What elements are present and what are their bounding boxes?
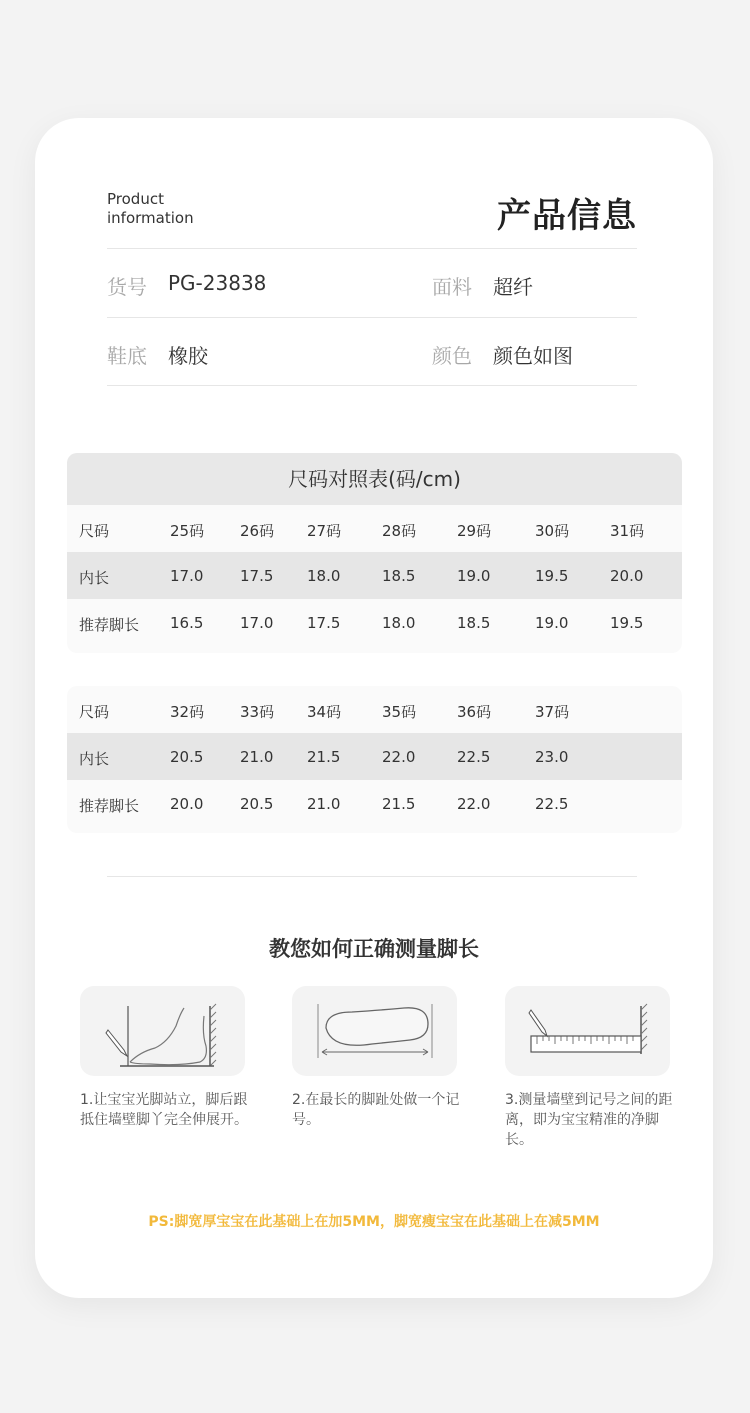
row-header: 推荐脚长 xyxy=(79,616,140,634)
product-info-header xyxy=(107,188,637,248)
section-divider xyxy=(107,876,637,877)
table-cell: 33码 xyxy=(240,703,275,721)
measure-step-3-text: 3.测量墙壁到记号之间的距离，即为宝宝精准的净脚长。 xyxy=(505,1092,673,1148)
table-cell: 18.0 xyxy=(382,614,416,632)
table-cell: 20.0 xyxy=(170,795,204,813)
table-row-size xyxy=(67,505,682,552)
table-cell: 28码 xyxy=(382,522,417,540)
table-cell: 17.5 xyxy=(240,567,274,585)
size-chart-title: 尺码对照表(码/cm) xyxy=(67,453,682,505)
table-row-size xyxy=(67,686,682,733)
table-cell: 20.5 xyxy=(240,795,274,813)
row-header: 内长 xyxy=(79,569,110,587)
foot-against-wall-icon xyxy=(80,986,245,1076)
footprint-outline-icon xyxy=(292,986,457,1076)
info-row xyxy=(107,248,637,317)
table-row-foot-length xyxy=(67,599,682,646)
table-cell: 22.0 xyxy=(382,748,416,766)
table-row-inner-length xyxy=(67,733,682,780)
table-cell: 23.0 xyxy=(535,748,569,766)
chinese-title: 产品信息 xyxy=(497,196,637,236)
table-cell: 19.5 xyxy=(610,614,644,632)
size-table-2 xyxy=(67,686,682,833)
color-label: 颜色 xyxy=(432,344,472,368)
table-cell: 31码 xyxy=(610,522,645,540)
table-cell: 18.5 xyxy=(382,567,416,585)
table-cell: 22.5 xyxy=(535,795,569,813)
table-cell: 36码 xyxy=(457,703,492,721)
measure-step-1-text: 1.让宝宝光脚站立，脚后跟抵住墙壁脚丫完全伸展开。 xyxy=(80,1092,248,1128)
table-cell: 21.0 xyxy=(240,748,274,766)
row-header: 推荐脚长 xyxy=(79,797,140,815)
table-cell: 29码 xyxy=(457,522,492,540)
table-cell: 18.0 xyxy=(307,567,341,585)
measure-step-1 xyxy=(80,986,250,1130)
table-row-foot-length xyxy=(67,780,682,827)
table-cell: 19.5 xyxy=(535,567,569,585)
row-header: 尺码 xyxy=(79,703,110,721)
table-cell: 17.0 xyxy=(170,567,204,585)
table-cell: 21.0 xyxy=(307,795,341,813)
english-title: Product information xyxy=(107,190,194,227)
color-value: 颜色如图 xyxy=(493,344,573,368)
table-cell: 34码 xyxy=(307,703,342,721)
row-header: 尺码 xyxy=(79,522,110,540)
fabric-value: 超纤 xyxy=(493,275,533,299)
size-table-1 xyxy=(67,453,682,653)
ps-note: PS:脚宽厚宝宝在此基础上在加5MM，脚宽瘦宝宝在此基础上在减5MM xyxy=(148,1214,600,1230)
table-cell: 22.0 xyxy=(457,795,491,813)
info-row xyxy=(107,317,637,386)
measure-title: 教您如何正确测量脚长 xyxy=(269,937,479,961)
table-cell: 19.0 xyxy=(535,614,569,632)
table-cell: 16.5 xyxy=(170,614,204,632)
table-cell: 20.5 xyxy=(170,748,204,766)
row-header: 内长 xyxy=(79,750,110,768)
table-cell: 17.0 xyxy=(240,614,274,632)
measure-step-3 xyxy=(505,986,675,1150)
table-cell: 32码 xyxy=(170,703,205,721)
table-cell: 21.5 xyxy=(382,795,416,813)
table-cell: 30码 xyxy=(535,522,570,540)
table-row-inner-length xyxy=(67,552,682,599)
fabric-label: 面料 xyxy=(432,275,472,299)
table-cell: 19.0 xyxy=(457,567,491,585)
table-cell: 35码 xyxy=(382,703,417,721)
table-cell: 37码 xyxy=(535,703,570,721)
measure-step-2-text: 2.在最长的脚趾处做一个记号。 xyxy=(292,1092,460,1128)
table-cell: 18.5 xyxy=(457,614,491,632)
table-cell: 26码 xyxy=(240,522,275,540)
product-info-section xyxy=(107,188,637,386)
table-cell: 25码 xyxy=(170,522,205,540)
item-number-label: 货号 xyxy=(107,275,147,299)
table-cell: 27码 xyxy=(307,522,342,540)
measure-step-2 xyxy=(292,986,462,1130)
sole-label: 鞋底 xyxy=(107,344,147,368)
table-cell: 20.0 xyxy=(610,567,644,585)
sole-value: 橡胶 xyxy=(168,344,208,368)
table-cell: 22.5 xyxy=(457,748,491,766)
table-cell: 17.5 xyxy=(307,614,341,632)
ruler-measure-icon xyxy=(505,986,670,1076)
product-card xyxy=(35,118,713,1298)
table-cell: 21.5 xyxy=(307,748,341,766)
item-number-value: PG-23838 xyxy=(168,271,267,295)
